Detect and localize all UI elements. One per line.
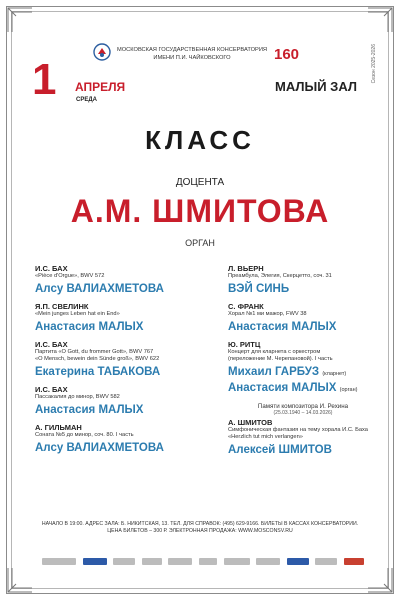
footer-info	[25, 521, 375, 535]
anniversary-number: 160	[274, 46, 300, 63]
composer: А. ГИЛЬМАН	[35, 423, 82, 432]
composer: С. ФРАНК	[228, 302, 264, 311]
program-item	[228, 264, 378, 296]
sponsor-logo	[287, 558, 309, 565]
memorial-dates: (25.03.1940 – 14.03.2026)	[273, 410, 333, 416]
footer-line-1: НАЧАЛО В 19:00. АДРЕС ЗАЛА: Б. НИКИТСКАЯ, 13. ТЕЛ. ДЛЯ СПРАВОК: (495) 629-9166. БИЛЕТЫ В КАССАХ КОНСЕРВАТОРИИ.	[41, 521, 359, 527]
program-item	[35, 385, 215, 417]
performer: Екатерина ТАБАКОВА	[35, 366, 161, 378]
work: «O Mensch, bewein dein Sünde groß», BWV 622	[35, 356, 160, 362]
title-instrument: ОРГАН	[185, 238, 215, 248]
performer: Анастасия МАЛЫХ	[228, 321, 337, 333]
performer	[228, 365, 378, 381]
program-left-column	[35, 264, 215, 461]
sponsor-logo	[256, 558, 280, 565]
work: Пассакалия до минор, BWV 582	[35, 394, 120, 400]
program-item	[35, 340, 215, 379]
program-item	[228, 302, 378, 334]
corner-ornament	[367, 567, 393, 593]
work: (переложение М. Черепановой). I часть	[228, 356, 333, 362]
performer: ВЭЙ СИНЬ	[228, 283, 290, 295]
composer: Л. ВЬЕРН	[228, 264, 264, 273]
sponsor-logo	[142, 558, 162, 565]
title-teacher-name: А.М. ШМИТОВА	[70, 193, 330, 229]
title-position: ДОЦЕНТА	[175, 177, 225, 188]
program-item	[35, 264, 215, 296]
sponsor-logo	[344, 558, 364, 565]
composer: И.С. БАХ	[35, 264, 68, 273]
sponsor-logos	[42, 556, 364, 566]
performer-name: Анастасия МАЛЫХ	[228, 382, 337, 394]
sponsor-logo	[113, 558, 135, 565]
corner-ornament	[7, 567, 33, 593]
performer: Анастасия МАЛЫХ	[35, 404, 144, 416]
program-item	[228, 340, 378, 397]
performer: Алсу ВАЛИАХМЕТОВА	[35, 283, 164, 295]
sponsor-logo	[42, 558, 76, 565]
performer: Алексей ШМИТОВ	[228, 444, 332, 456]
date-month: АПРЕЛЯ	[75, 80, 126, 94]
program-item	[35, 423, 215, 455]
work: «Mein junges Leben hat ein End»	[35, 311, 120, 317]
composer: Я.П. СВЕЛИНК	[35, 302, 89, 311]
work: Партита «O Gott, du frommer Gott», BWV 767	[35, 349, 154, 355]
performer: Анастасия МАЛЫХ	[35, 321, 144, 333]
performer: Алсу ВАЛИАХМЕТОВА	[35, 442, 164, 454]
season-label: Сезон 2025-2026	[371, 44, 377, 84]
work: Соната №5 до минор, соч. 80. I часть	[35, 432, 134, 438]
composer: А. ШМИТОВ	[228, 418, 273, 427]
hall-name: МАЛЫЙ ЗАЛ	[275, 79, 357, 94]
sponsor-logo	[199, 558, 217, 565]
work: Концерт для кларнета с оркестром	[228, 349, 321, 355]
sponsor-logo	[224, 558, 250, 565]
corner-ornament	[367, 7, 393, 33]
work: Преамбула, Элегия, Скерцетто, соч. 31	[228, 273, 332, 279]
corner-ornament	[7, 7, 33, 33]
performer-note: (орган)	[339, 387, 358, 393]
date-weekday: СРЕДА	[76, 97, 97, 103]
date-day-number: 1	[32, 55, 57, 104]
memorial-note: Памяти композитора И. Рехина	[257, 403, 349, 410]
sponsor-logo	[168, 558, 192, 565]
ministry-emblem-icon	[92, 42, 112, 62]
work: Хорал №1 ми мажор, FWV 38	[228, 311, 307, 317]
program-item	[35, 302, 215, 334]
anniversary-logo	[272, 42, 300, 64]
institution-line-2: ИМЕНИ П.И. ЧАЙКОВСКОГО	[153, 55, 231, 61]
composer: Ю. РИТЦ	[228, 340, 261, 349]
footer-line-2: ЦЕНА БИЛЕТОВ – 300 Р. ЭЛЕКТРОННАЯ ПРОДАЖА: WWW.MOSCONSV.RU	[107, 528, 293, 534]
institution-line-1: МОСКОВСКАЯ ГОСУДАРСТВЕННАЯ КОНСЕРВАТОРИЯ	[117, 47, 268, 53]
work: «Pièce d'Orgue», BWV 572	[35, 273, 105, 279]
program-item	[228, 418, 378, 457]
composer: И.С. БАХ	[35, 385, 68, 394]
title-class: КЛАСС	[145, 125, 255, 155]
performer	[228, 381, 378, 397]
institution-name	[117, 46, 267, 62]
sponsor-logo-vtb	[83, 558, 107, 565]
work: «Herzlich tut mich verlangen»	[228, 434, 303, 440]
sponsor-logo	[315, 558, 337, 565]
work: Симфоническая фантазия на тему хорала И.С. Баха	[228, 427, 368, 433]
performer-name: Михаил ГАРБУЗ	[228, 366, 320, 378]
program-right-column	[228, 264, 378, 463]
composer: И.С. БАХ	[35, 340, 68, 349]
performer-note: (кларнет)	[322, 371, 347, 377]
